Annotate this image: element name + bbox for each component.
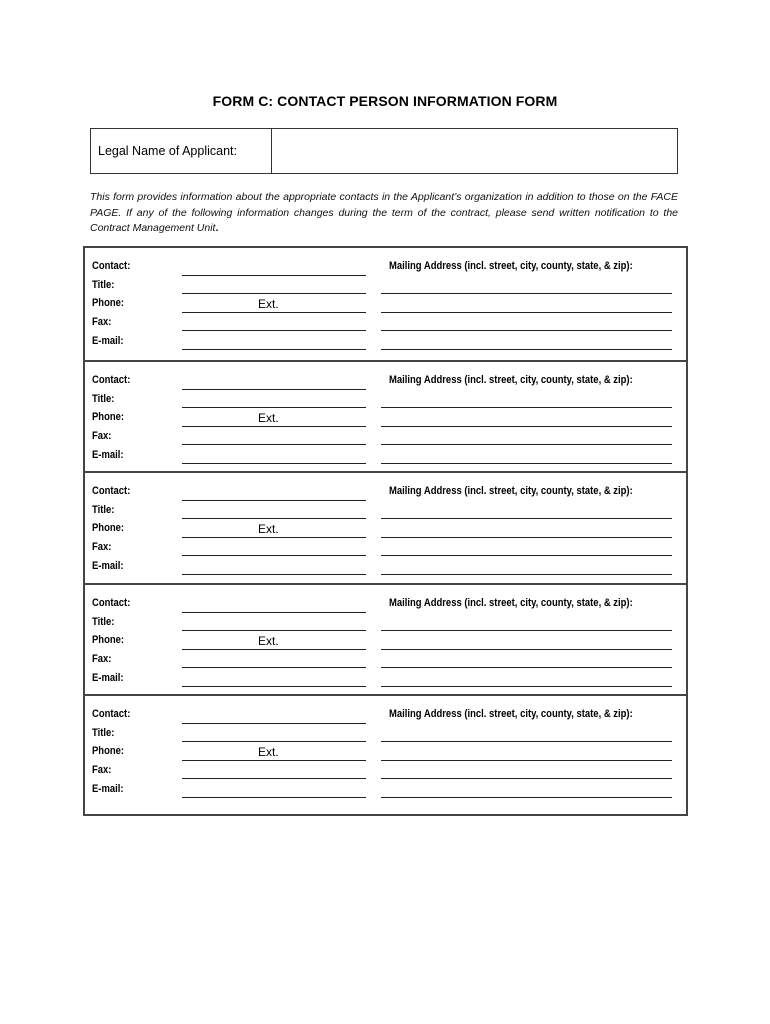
mailing-address-field[interactable]	[381, 649, 672, 650]
email-label: E-mail:	[92, 783, 124, 796]
contact-block	[85, 471, 686, 583]
contact-label: Contact:	[92, 708, 131, 721]
contact-block	[85, 360, 686, 472]
phone-field[interactable]	[182, 426, 366, 427]
ext-label: Ext.	[258, 410, 279, 425]
email-label: E-mail:	[92, 671, 124, 684]
email-label: E-mail:	[92, 560, 124, 573]
title-label: Title:	[92, 392, 115, 405]
contact-block	[85, 248, 686, 360]
mailing-address-field[interactable]	[381, 667, 672, 668]
phone-field[interactable]	[182, 649, 366, 650]
title-label: Title:	[92, 727, 115, 740]
title-field[interactable]	[182, 407, 366, 408]
mailing-address-field[interactable]	[381, 444, 672, 445]
email-field[interactable]	[182, 463, 366, 464]
contact-block	[85, 694, 686, 806]
phone-field[interactable]	[182, 537, 366, 538]
mailing-address-field[interactable]	[381, 426, 672, 427]
contact-field[interactable]	[182, 612, 366, 613]
phone-label: Phone:	[92, 633, 125, 646]
contact-label: Contact:	[92, 373, 131, 386]
contact-field[interactable]	[182, 389, 366, 390]
mailing-address-field[interactable]	[381, 407, 672, 408]
fax-label: Fax:	[92, 541, 112, 554]
mailing-address-field[interactable]	[381, 797, 672, 798]
email-field[interactable]	[182, 349, 366, 350]
title-label: Title:	[92, 615, 115, 628]
phone-label: Phone:	[92, 410, 125, 423]
phone-field[interactable]	[182, 760, 366, 761]
email-field[interactable]	[182, 797, 366, 798]
email-field[interactable]	[182, 686, 366, 687]
phone-label: Phone:	[92, 297, 125, 309]
mailing-address-label: Mailing Address (incl. street, city, county, state, & zip):	[389, 373, 633, 386]
fax-field[interactable]	[182, 778, 366, 779]
fax-label: Fax:	[92, 652, 112, 665]
mailing-address-label: Mailing Address (incl. street, city, county, state, & zip):	[389, 708, 633, 721]
mailing-address-field[interactable]	[381, 349, 672, 350]
fax-field[interactable]	[182, 667, 366, 668]
mailing-address-field[interactable]	[381, 518, 672, 519]
fax-field[interactable]	[182, 555, 366, 556]
intro-end: .	[215, 222, 219, 234]
mailing-address-field[interactable]	[381, 778, 672, 779]
mailing-address-field[interactable]	[381, 741, 672, 742]
mailing-address-field[interactable]	[381, 312, 672, 313]
legal-name-field[interactable]	[272, 129, 677, 173]
contact-label: Contact:	[92, 485, 131, 498]
ext-label: Ext.	[258, 522, 279, 537]
mailing-address-field[interactable]	[381, 760, 672, 761]
title-field[interactable]	[182, 518, 366, 519]
title-label: Title:	[92, 504, 115, 517]
mailing-address-field[interactable]	[381, 330, 672, 331]
mailing-address-label: Mailing Address (incl. street, city, county, state, & zip):	[389, 260, 633, 272]
ext-label: Ext.	[258, 633, 279, 648]
intro-paragraph	[90, 190, 678, 237]
mailing-address-field[interactable]	[381, 463, 672, 464]
title-label: Title:	[92, 279, 115, 291]
mailing-address-field[interactable]	[381, 555, 672, 556]
mailing-address-label: Mailing Address (incl. street, city, county, state, & zip):	[389, 485, 633, 498]
legal-name-label: Legal Name of Applicant:	[91, 129, 272, 173]
fax-label: Fax:	[92, 316, 112, 328]
fax-label: Fax:	[92, 764, 112, 777]
email-field[interactable]	[182, 574, 366, 575]
mailing-address-field[interactable]	[381, 293, 672, 294]
contact-block	[85, 583, 686, 695]
title-field[interactable]	[182, 741, 366, 742]
mailing-address-field[interactable]	[381, 574, 672, 575]
title-field[interactable]	[182, 293, 366, 294]
mailing-address-label: Mailing Address (incl. street, city, county, state, & zip):	[389, 596, 633, 609]
intro-text: This form provides information about the appropriate contacts in the Applicant’s organization in addition to those on the FACE PAGE. If any of the following information changes during the term of the contract, please send written notification to the Contract Management Unit	[90, 191, 678, 234]
contact-field[interactable]	[182, 723, 366, 724]
mailing-address-field[interactable]	[381, 537, 672, 538]
contact-field[interactable]	[182, 500, 366, 501]
contact-label: Contact:	[92, 596, 131, 609]
title-field[interactable]	[182, 630, 366, 631]
email-label: E-mail:	[92, 335, 124, 347]
contacts-table	[83, 246, 688, 816]
fax-label: Fax:	[92, 429, 112, 442]
mailing-address-field[interactable]	[381, 630, 672, 631]
legal-name-row	[90, 128, 678, 174]
phone-label: Phone:	[92, 745, 125, 758]
fax-field[interactable]	[182, 330, 366, 331]
page-title: FORM C: CONTACT PERSON INFORMATION FORM	[212, 93, 558, 109]
email-label: E-mail:	[92, 448, 124, 461]
ext-label: Ext.	[258, 297, 279, 311]
fax-field[interactable]	[182, 444, 366, 445]
ext-label: Ext.	[258, 745, 279, 760]
contact-field[interactable]	[182, 275, 366, 276]
phone-label: Phone:	[92, 522, 125, 535]
mailing-address-field[interactable]	[381, 686, 672, 687]
contact-label: Contact:	[92, 260, 131, 272]
phone-field[interactable]	[182, 312, 366, 313]
